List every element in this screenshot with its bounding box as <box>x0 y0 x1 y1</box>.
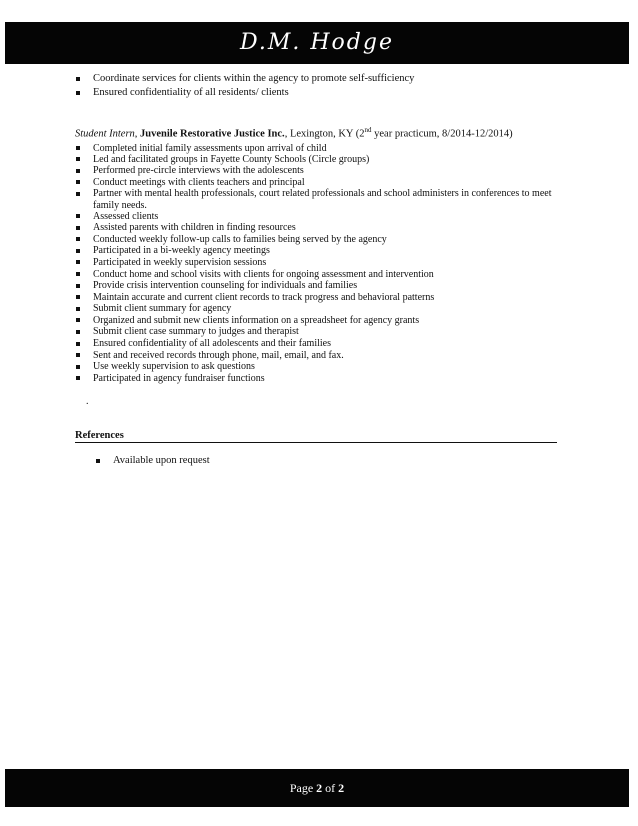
page-current: 2 <box>316 781 323 795</box>
list-item: Participated in a bi-weekly agency meetings <box>75 245 555 256</box>
footer-bar <box>5 769 629 807</box>
list-item: Available upon request <box>95 455 210 467</box>
job-location: , Lexington, KY (2 <box>284 128 365 140</box>
job-title: Student Intern <box>75 128 135 140</box>
list-item: Participated in agency fundraiser functions <box>75 373 555 384</box>
references-list <box>95 455 210 467</box>
list-item: Coordinate services for clients within the agency to promote self-sufficiency <box>75 72 545 86</box>
job-superscript: nd <box>364 126 372 134</box>
list-item: Assisted parents with children in finding resources <box>75 222 555 233</box>
page-label: Page <box>289 781 317 795</box>
list-item: Ensured confidentiality of all residents/ clients <box>75 86 545 100</box>
top-section <box>75 72 545 99</box>
list-item: Sent and received records through phone, mail, email, and fax. <box>75 350 555 361</box>
job-heading <box>75 124 555 141</box>
references-heading: References <box>75 430 557 443</box>
list-item: Organized and submit new clients information on a spreadsheet for agency grants <box>75 315 555 326</box>
list-item: Submit client summary for agency <box>75 303 555 314</box>
job-organization: Juvenile Restorative Justice Inc. <box>140 128 285 140</box>
candidate-name: D.M. Hodge <box>240 30 394 55</box>
list-item: Led and facilitated groups in Fayette County Schools (Circle groups) <box>75 154 555 165</box>
page-of: of <box>322 781 339 795</box>
list-item: Conduct meetings with clients teachers and principal <box>75 177 555 188</box>
list-item: Performed pre-circle interviews with the adolescents <box>75 165 555 176</box>
job-separator: , <box>134 128 141 140</box>
list-item: Completed initial family assessments upon arrival of child <box>75 143 555 154</box>
top-bullet-list <box>75 72 545 99</box>
list-item: Conducted weekly follow-up calls to families being served by the agency <box>75 234 555 245</box>
job-dates: year practicum, 8/2014-12/2014) <box>371 128 513 140</box>
references-section <box>95 455 210 467</box>
header-bar <box>5 22 629 64</box>
stray-mark: . <box>86 396 89 407</box>
job-entry <box>75 124 555 384</box>
page-total: 2 <box>338 781 345 795</box>
job-bullet-list <box>75 143 555 385</box>
list-item: Ensured confidentiality of all adolescents and their families <box>75 338 555 349</box>
list-item: Partner with mental health professionals, court related professionals and school administers in conferences to meet family needs. <box>75 188 555 211</box>
list-item: Assessed clients <box>75 211 555 222</box>
list-item: Maintain accurate and current client records to track progress and behavioral patterns <box>75 292 555 303</box>
list-item: Conduct home and school visits with clients for ongoing assessment and intervention <box>75 269 555 280</box>
list-item: Submit client case summary to judges and therapist <box>75 326 555 337</box>
list-item: Participated in weekly supervision sessions <box>75 257 555 268</box>
list-item: Use weekly supervision to ask questions <box>75 361 555 372</box>
list-item: Provide crisis intervention counseling for individuals and families <box>75 280 555 291</box>
